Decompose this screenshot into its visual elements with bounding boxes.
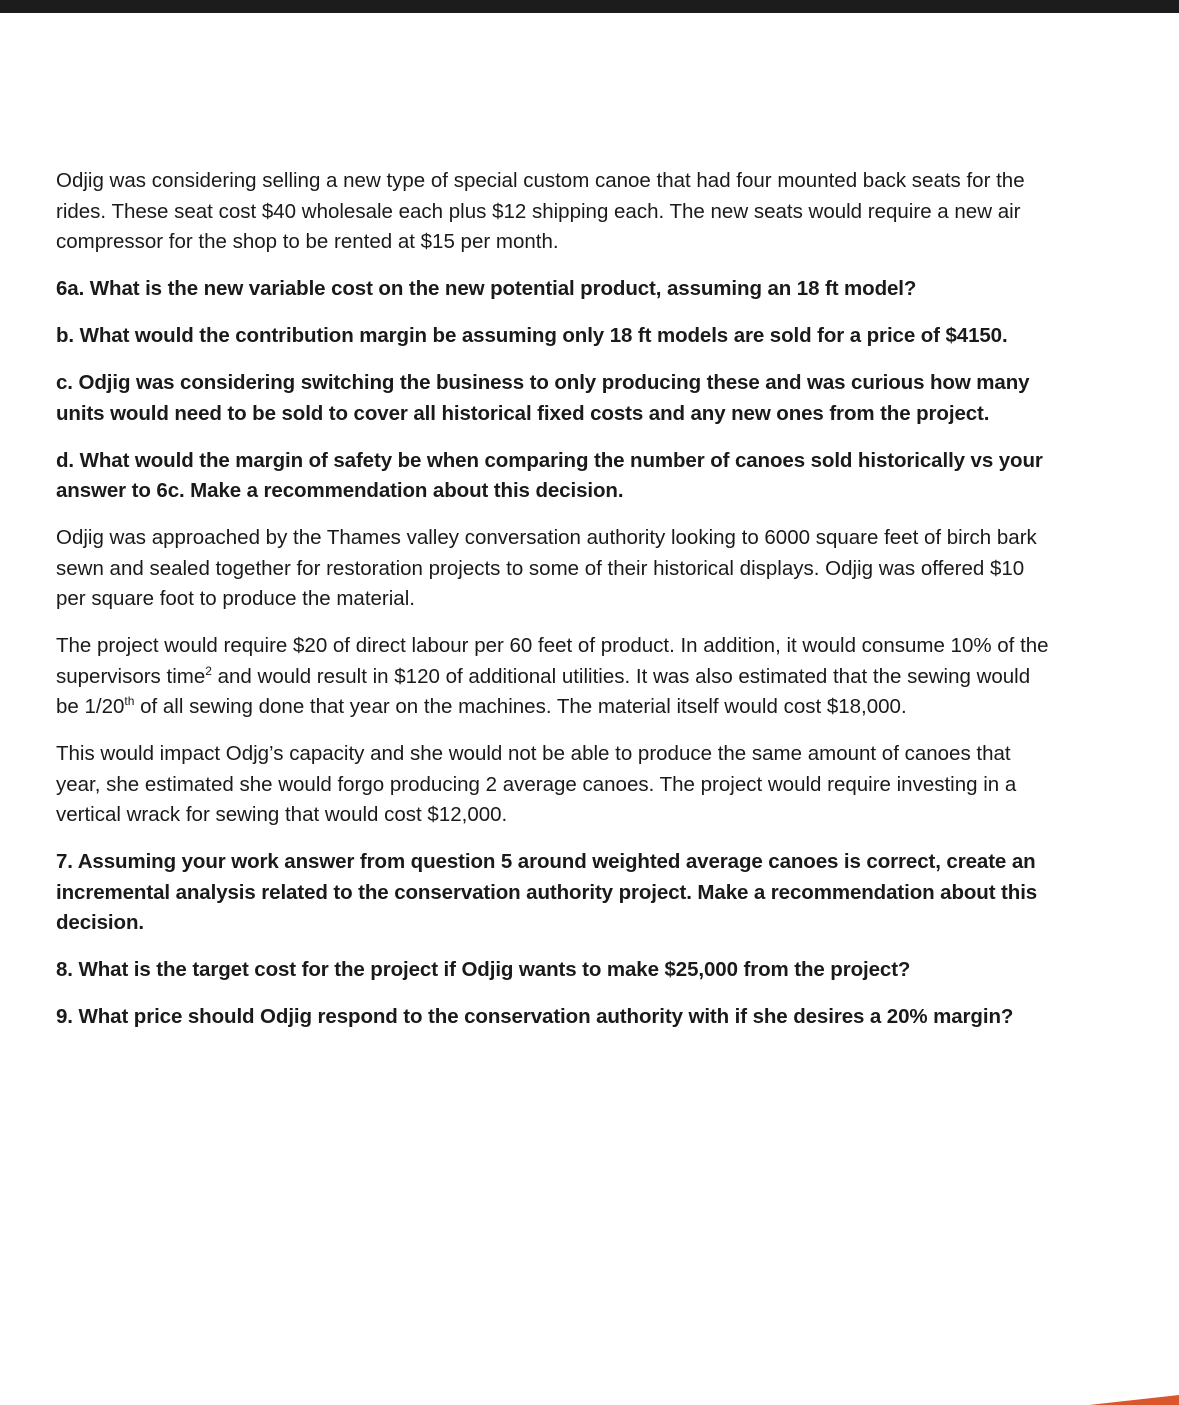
question-7: 7. Assuming your work answer from question 5 around weighted average canoes is correct, create an incremental analysis related to the conservation authority project. Make a recommendation about this decision. — [56, 850, 1038, 934]
project-costs-text-1: The project would require $20 of direct labour per 60 feet of product. In addition, it would consume 10% of the supervisors time — [56, 634, 1049, 688]
project-costs-text-3: of all sewing done that year on the machines. The material itself would cost $18,000. — [134, 695, 907, 718]
project-costs-text-2: and would result in $120 of additional utilities. It was also estimated that the sewing would be 1/20 — [56, 664, 1031, 718]
top-bar — [0, 0, 1179, 13]
question-8: 8. What is the target cost for the project if Odjig wants to make $25,000 from the project? — [56, 958, 911, 981]
question-9: 9. What price should Odjig respond to the conservation authority with if she desires a 20% margin? — [56, 1005, 1014, 1028]
footnote-superscript: 2 — [205, 663, 212, 678]
intro-paragraph: Odjig was considering selling a new type of special custom canoe that had four mounted back seats for the rides. These seat cost $40 wholesale each plus $12 shipping each. The new seats would require a new air compressor for the shop to be rented at $15 per month. — [56, 169, 1025, 253]
question-6c: c. Odjig was considering switching the business to only producing these and was curious how many units would need to be sold to cover all historical fixed costs and any new ones from the project. — [56, 371, 1030, 425]
question-6d: d. What would the margin of safety be when comparing the number of canoes sold historically vs your answer to 6c. Make a recommendation about this decision. — [56, 448, 1043, 502]
question-6a: 6a. What is the new variable cost on the new potential product, assuming an 18 ft model? — [56, 277, 917, 300]
document-body — [56, 166, 1056, 1049]
capacity-paragraph: This would impact Odjg’s capacity and she would not be able to produce the same amount of canoes that year, she estimated she would forgo producing 2 average canoes. The project would require investing in a vertical wrack for sewing that would cost $12,000. — [56, 742, 1017, 826]
question-6b: b. What would the contribution margin be assuming only 18 ft models are sold for a price of $4150. — [56, 324, 1008, 347]
project-costs-paragraph — [56, 631, 1056, 723]
project-intro-paragraph: Odjig was approached by the Thames valley conversation authority looking to 6000 square feet of birch bark sewn and sealed together for restoration projects to some of their historical displays. Odjig was offered $10 per square foot to produce the material. — [56, 526, 1037, 610]
corner-accent-shape — [1089, 1395, 1179, 1405]
ordinal-superscript: th — [124, 694, 135, 708]
